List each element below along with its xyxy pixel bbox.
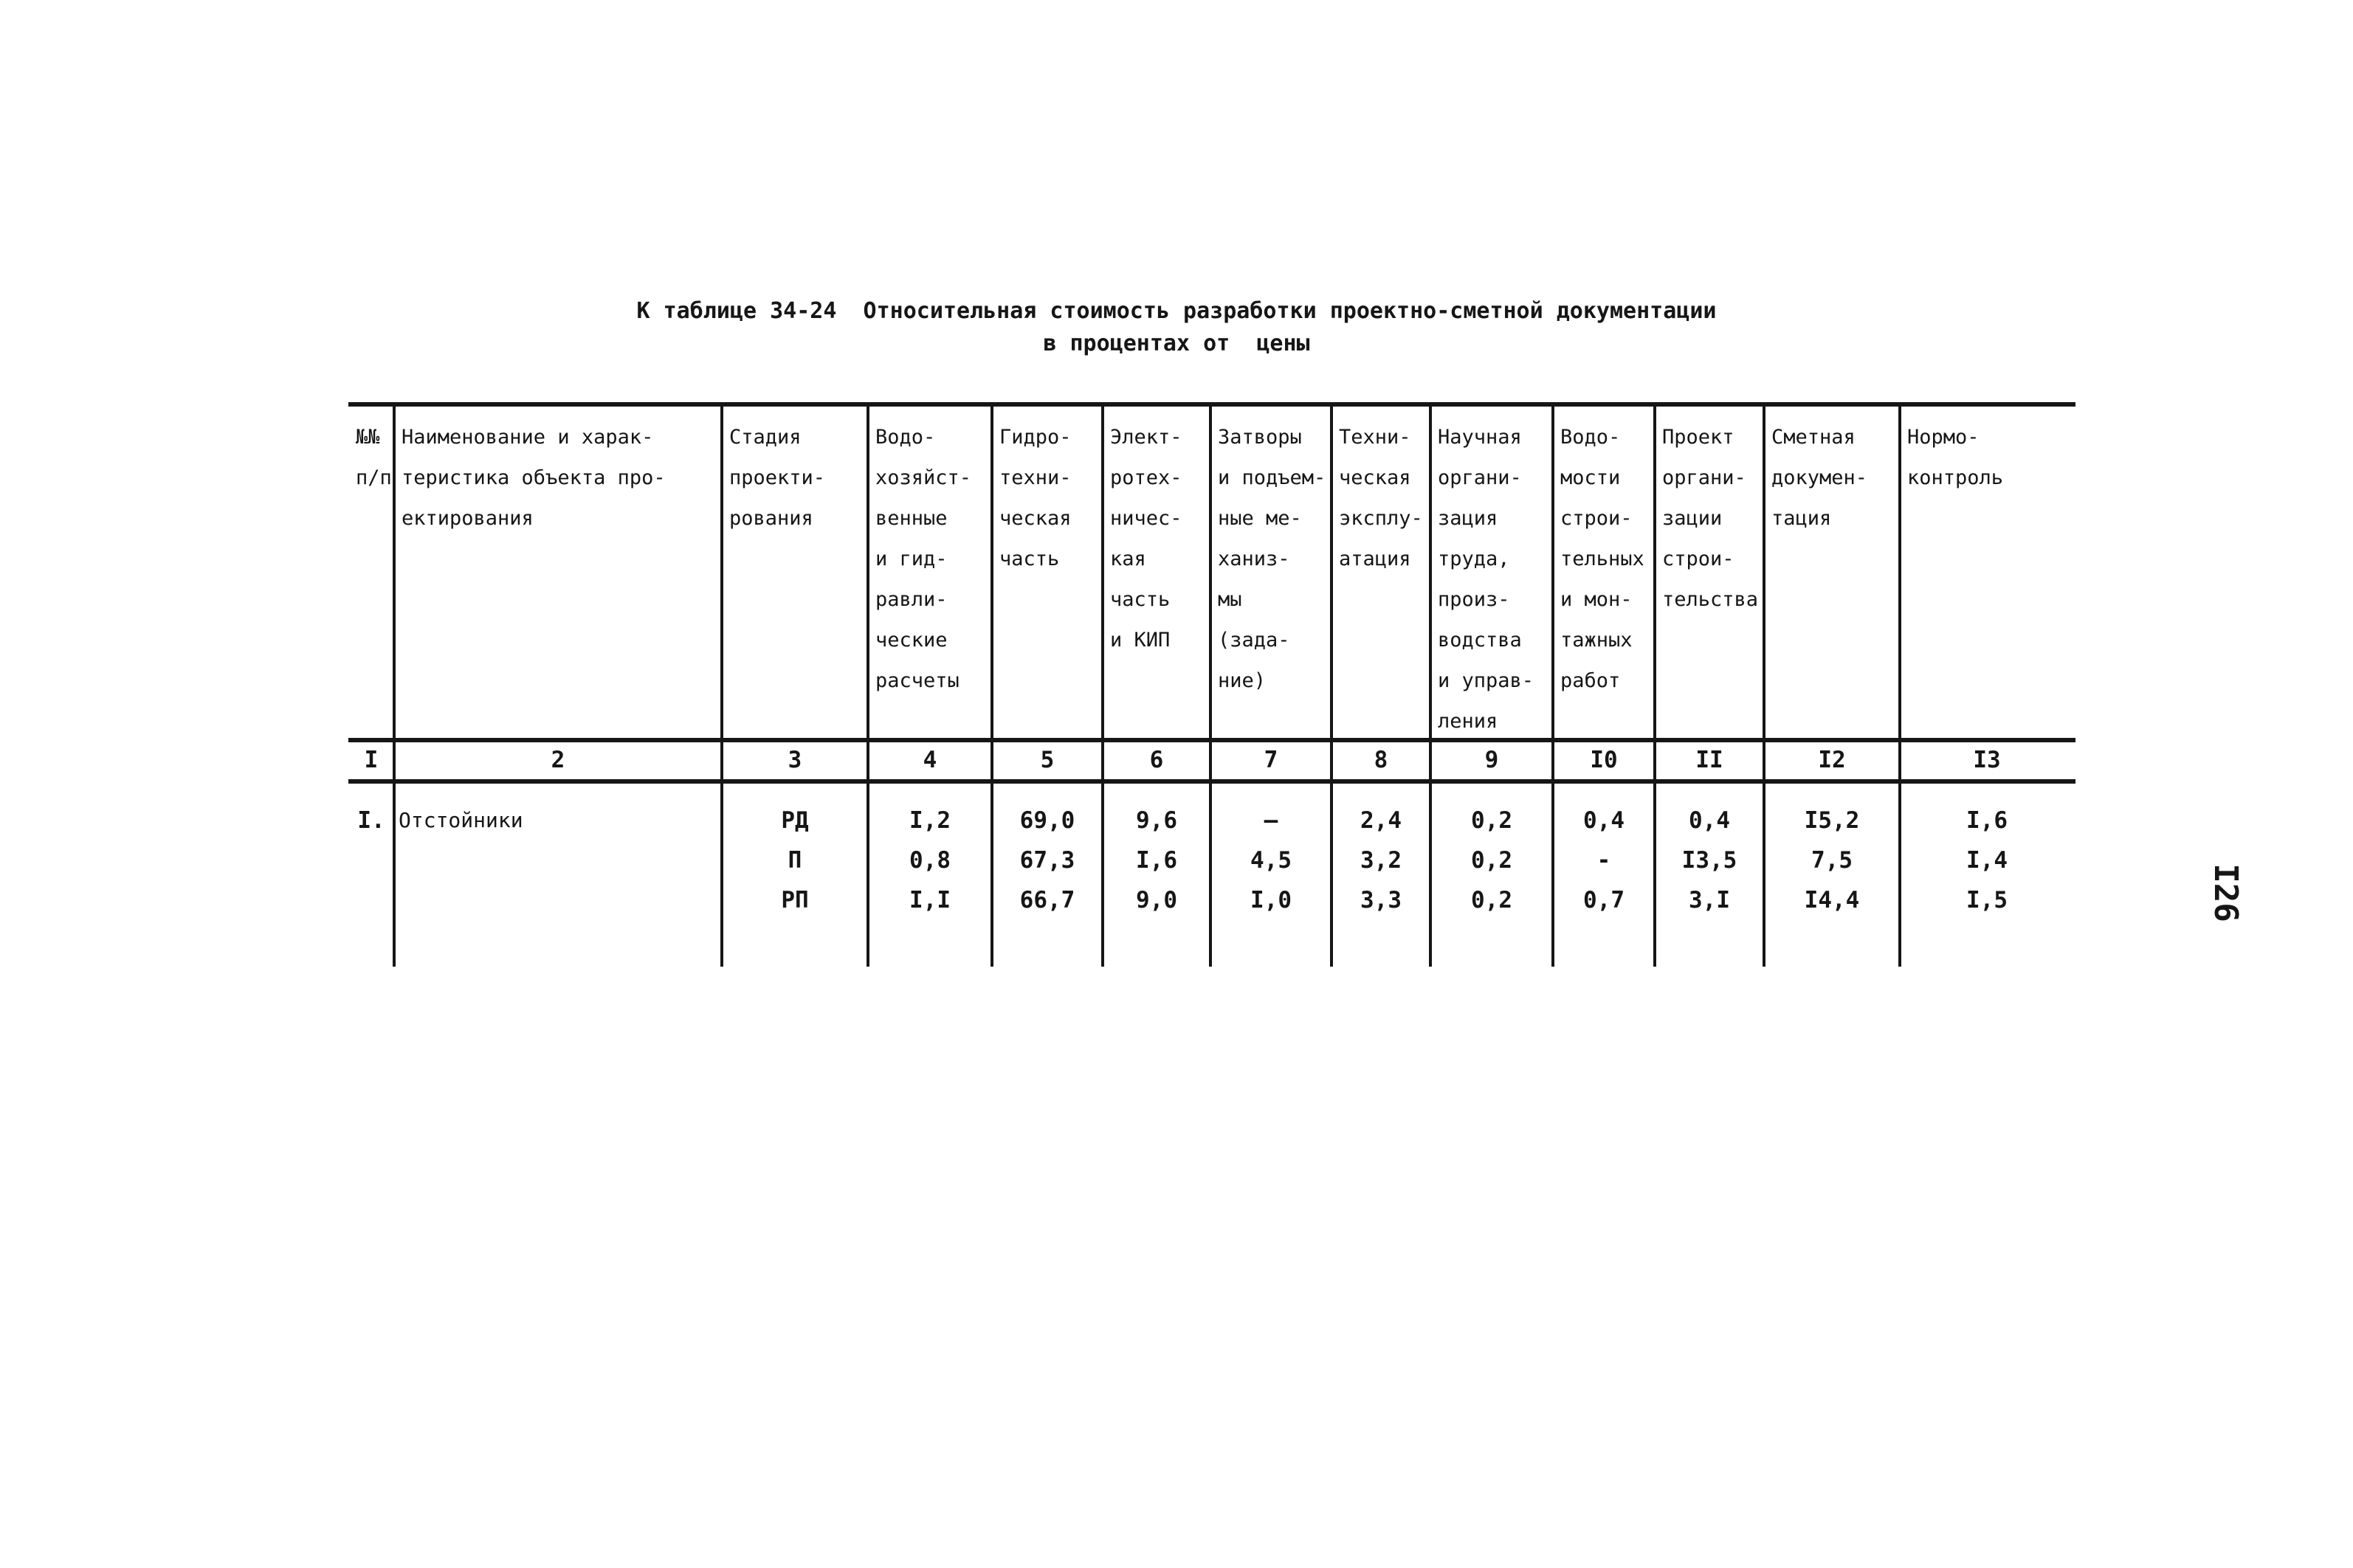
header-bottom-rule <box>348 738 2075 742</box>
value-cell: 0,2 <box>1471 887 1512 913</box>
value-cell: I,6 <box>1966 807 2008 834</box>
page-number: I26 <box>2207 863 2245 922</box>
stage-cell: РД <box>781 807 809 834</box>
column-header: Наименование и харак- теристика объекта про- ектирования <box>402 426 666 530</box>
value-cell: 3,2 <box>1360 847 1402 874</box>
value-cell: – <box>1264 807 1278 834</box>
value-cell: 0,4 <box>1583 807 1625 834</box>
value-cell: I5,2 <box>1804 807 1860 834</box>
value-cell: I,4 <box>1966 847 2008 874</box>
stage-cell: РП <box>781 887 809 913</box>
value-cell: 66,7 <box>1019 887 1075 913</box>
value-cell: 0,2 <box>1471 847 1512 874</box>
column-number: I <box>364 747 379 773</box>
column-divider <box>393 402 396 967</box>
value-cell: 9,6 <box>1136 807 1177 834</box>
value-cell: 3,I <box>1689 887 1730 913</box>
column-number: 3 <box>788 747 802 773</box>
column-number: II <box>1695 747 1723 773</box>
column-header: Нормо- контроль <box>1907 426 2004 489</box>
column-number: I0 <box>1590 747 1618 773</box>
column-number: 7 <box>1264 747 1278 773</box>
column-number: 9 <box>1484 747 1499 773</box>
value-cell: 69,0 <box>1019 807 1075 834</box>
row-object-name: Отстойники <box>399 808 523 832</box>
value-cell: 4,5 <box>1250 847 1292 874</box>
value-cell: I4,4 <box>1804 887 1860 913</box>
column-header: Проект органи- зации строи- тельства <box>1662 426 1759 611</box>
column-number: 8 <box>1374 747 1388 773</box>
value-cell: 67,3 <box>1019 847 1075 874</box>
column-numbers-bottom-rule <box>348 779 2075 784</box>
column-number: 5 <box>1040 747 1055 773</box>
column-header: №№ п/п <box>356 426 392 489</box>
column-header: Научная органи- зация труда, произ- водства и управ- ления <box>1438 426 1534 733</box>
row-index: I. <box>357 807 385 834</box>
column-header: Сметная докумен- тация <box>1771 426 1868 530</box>
value-cell: I,0 <box>1250 887 1292 913</box>
column-number: 6 <box>1149 747 1164 773</box>
value-cell: I,6 <box>1136 847 1177 874</box>
value-cell: I,2 <box>909 807 951 834</box>
column-header: Техни- ческая эксплу- атация <box>1339 426 1423 570</box>
column-number: I2 <box>1818 747 1846 773</box>
document-title-line-1: К таблице 34-24 Относительная стоимость разработки проектно-сметной документации <box>636 298 1717 324</box>
column-header: Затворы и подъем- ные ме- ханиз- мы (зада- ние) <box>1218 426 1326 692</box>
table-top-rule <box>348 402 2075 407</box>
column-header: Стадия проекти- рования <box>729 426 826 530</box>
value-cell: 0,7 <box>1583 887 1625 913</box>
column-number: 4 <box>923 747 937 773</box>
value-cell: 0,4 <box>1689 807 1730 834</box>
stage-cell: П <box>788 847 802 874</box>
value-cell: 2,4 <box>1360 807 1402 834</box>
value-cell: I,5 <box>1966 887 2008 913</box>
column-header: Элект- ротех- ничес- кая часть и КИП <box>1110 426 1182 652</box>
column-header: Водо- хозяйст- венные и гид- равли- ческие расчеты <box>875 426 972 692</box>
column-number: 2 <box>551 747 565 773</box>
value-cell: 3,3 <box>1360 887 1402 913</box>
column-header: Водо- мости строи- тельных и мон- тажных работ <box>1560 426 1644 692</box>
column-number: I3 <box>1973 747 2001 773</box>
value-cell: 9,0 <box>1136 887 1177 913</box>
value-cell: I3,5 <box>1681 847 1737 874</box>
value-cell: - <box>1596 847 1611 874</box>
value-cell: I,I <box>909 887 951 913</box>
value-cell: 0,8 <box>909 847 951 874</box>
value-cell: 7,5 <box>1811 847 1853 874</box>
column-header: Гидро- техни- ческая часть <box>999 426 1072 570</box>
value-cell: 0,2 <box>1471 807 1512 834</box>
document-title-line-2: в процентах от цены <box>1043 331 1310 356</box>
